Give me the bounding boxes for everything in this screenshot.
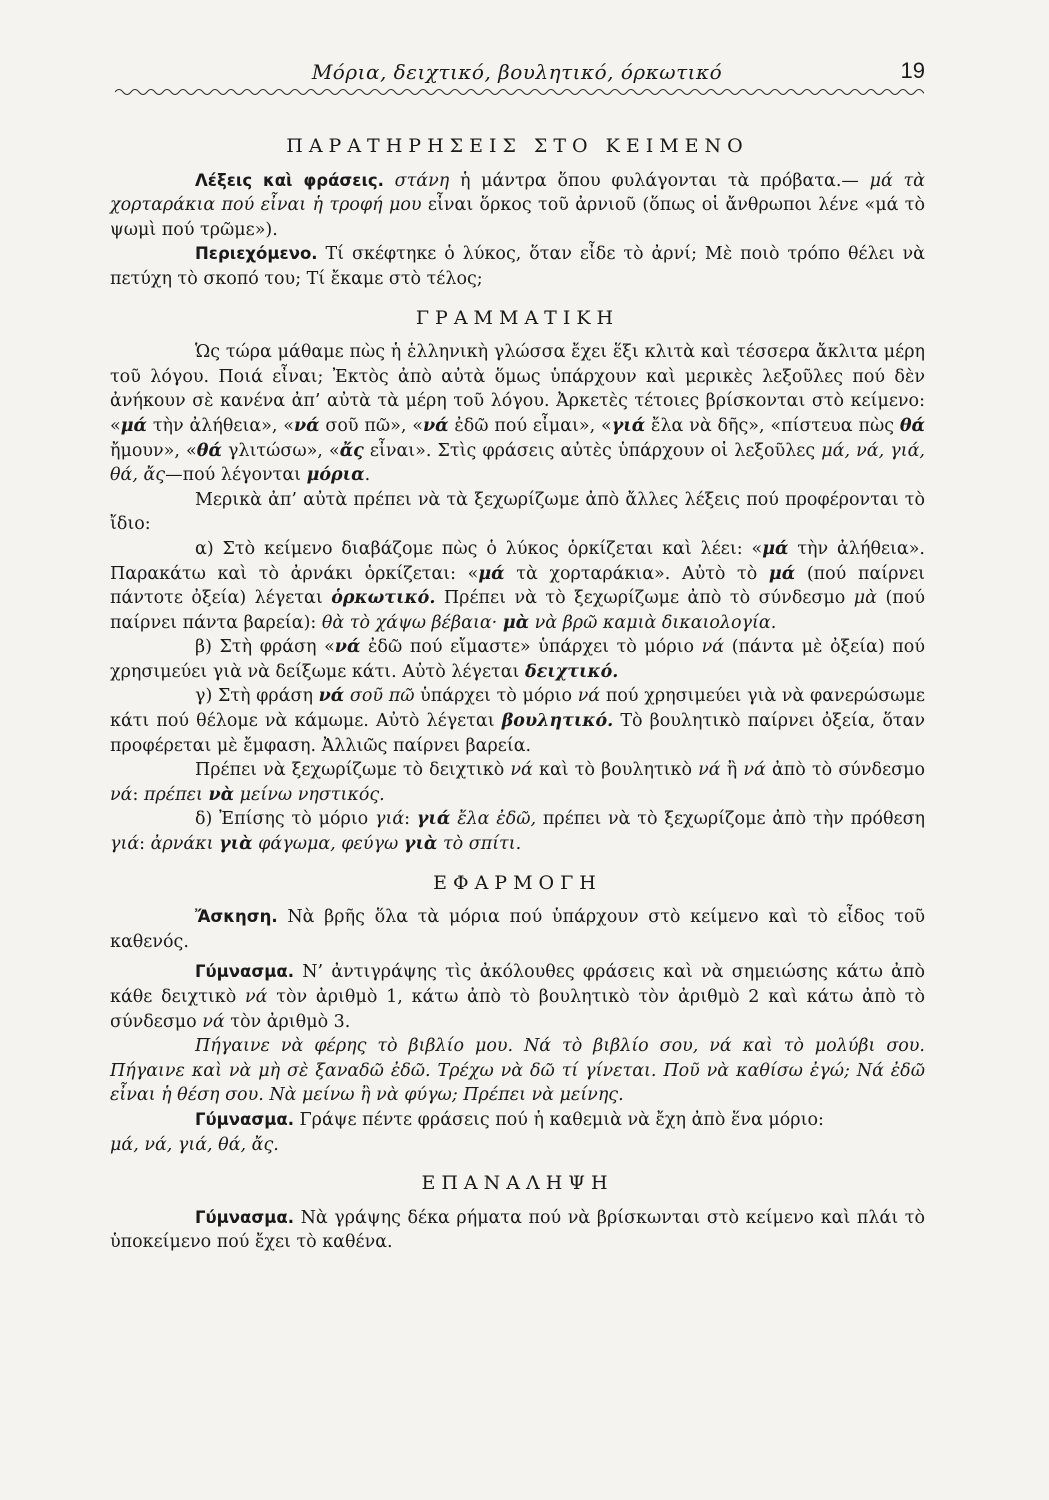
term: νά (245, 987, 268, 1007)
text-run: Γράψε πέντε φράσεις πού ἡ καθεμιὰ νὰ ἔχη ἀπὸ ἕνα μόριο: (293, 1109, 824, 1130)
particle: ἄς (339, 440, 364, 461)
text-run: ἀπὸ τὸ σύνδεσμο (765, 760, 925, 781)
text-run: εἶναι». Στὶς φράσεις αὐτὲς ὑπάρχουν οἱ λεξοῦλες (363, 440, 822, 461)
text-run: (πού παίρνει πάντα βαρεία): (110, 588, 925, 633)
term: νά (698, 760, 721, 781)
paragraph-distinguish: Μερικὰ ἀπ’ αὐτὰ πρέπει νὰ τὰ ξεχωρίζωμε ἀπὸ ἄλλες λέξεις πού προφέρονται τὸ ἴδιο: (110, 489, 925, 535)
term: γιά (375, 809, 405, 830)
label-words-phrases: Λέξεις καὶ φράσεις. (195, 170, 384, 190)
term: νά (743, 760, 766, 781)
particle: νά (422, 415, 449, 436)
example: ἀρνάκι (150, 834, 214, 855)
term: νά (577, 686, 601, 707)
text-run: ἔλα νὰ δῆς», «πίστευα πὼς (645, 415, 900, 436)
particle: μά (762, 538, 789, 559)
text-run: : (404, 809, 417, 830)
text-run: πρέπει νὰ τὸ ξεχωρίζομε ἀπὸ τὴν πρόθεση (536, 809, 925, 830)
paragraph-exercise-3 (110, 1108, 925, 1133)
particle: μὰ (502, 612, 530, 633)
paragraph-exercise-1 (110, 905, 925, 954)
running-head (115, 58, 925, 98)
term-moria: μόρια (306, 465, 365, 486)
text-run: : (139, 834, 151, 855)
paragraph-grammar-intro (110, 340, 925, 488)
text-run: Ν’ ἀντιγράψης τὶς ἀκόλουθες φράσεις καὶ νὰ σημειώσης κάτω ἀπὸ κάθε δειχτικὸ (110, 962, 925, 1007)
example: μείνω νηστικός. (239, 784, 385, 805)
paragraph-c (110, 684, 925, 758)
text-run: ἢ (720, 760, 744, 781)
particle: νά (334, 637, 361, 658)
paragraph-d (110, 758, 925, 807)
term: νά (701, 637, 725, 658)
text-run: δ) Ἐπίσης τὸ μόριο (195, 809, 375, 830)
term: μὰ (853, 588, 877, 609)
particle: μά (120, 415, 147, 436)
wavy-rule (115, 86, 924, 98)
particle: γιά (416, 809, 451, 830)
example: θὰ τὸ χάψω βέβαια· (321, 612, 498, 633)
particle-list: μά, νά, γιά, θά, ἄς (110, 440, 925, 486)
example: ἔλα ἐδῶ, (457, 809, 537, 830)
term: στάνη (394, 170, 450, 191)
text-run: —πού λέγονται (165, 465, 307, 486)
running-title: Μόρια, δειχτικό, βουλητικό, όρκωτικό (311, 60, 723, 84)
particle: μά (478, 563, 505, 584)
particle: νά (318, 686, 345, 707)
paragraph-words-phrases (110, 169, 925, 243)
example: πρέπει (143, 784, 203, 805)
quote: μά τὰ χορταράκια πού εἶναι ἡ τροφή μου (110, 170, 926, 216)
label-drill: Γύμνασμα. (195, 1109, 294, 1129)
label-exercise: Ἄσκηση. (195, 907, 278, 927)
particle: νά (293, 415, 320, 436)
text-run: ὑπάρχει τὸ μόριο (414, 686, 578, 707)
label-drill: Γύμνασμα. (195, 962, 294, 982)
particle: γιά (611, 415, 646, 436)
text-run: καὶ τὸ βουλητικὸ (532, 760, 699, 781)
particle: θά (196, 440, 222, 461)
text-run: . (364, 465, 371, 486)
example: σοῦ πῶ (349, 686, 415, 707)
text-run: Τί σκέφτηκε ὁ λύκος, ὅταν εἶδε τὸ ἀρνί; Μὲ ποιὸ τρόπο θέλει νὰ πετύχη τὸ σκοπό του; Τί ἔκαμε στὸ τέλος; (110, 244, 925, 289)
text-run: Πρέπει νὰ ξεχωρίζωμε τὸ δειχτικὸ (195, 760, 511, 781)
text-run: β) Στὴ φράση « (195, 637, 335, 658)
example: νὰ βρῶ καμιὰ δικαιολογία. (534, 612, 777, 633)
text-run: α) Στὸ κείμενο διαβάζομε πὼς ὁ λύκος ὁρκίζεται καὶ λέει: « (195, 538, 763, 559)
particle: θά (899, 415, 925, 436)
paragraph-example-sentences: Πήγαινε νὰ φέρης τὸ βιβλίο μου. Νά τὸ βιβλίο σου, νά καὶ τὸ μολύβι σου. Πήγαινε καὶ νὰ μὴ σὲ ξαναδῶ ἐδῶ. Τρέχω νὰ δῶ τί γίνεται. Ποῦ νὰ καθίσω ἐγώ; Νά ἐδῶ εἶναι ἡ θέση σου. Νὰ μείνω ἢ νὰ φύγω; Πρέπει νὰ μείνης. (110, 1036, 925, 1106)
heading-revision: ΕΠΑΝΑΛΗΨΗ (421, 1172, 614, 1195)
text-run: : (132, 784, 144, 805)
text-run: γλιτώσω», « (221, 440, 340, 461)
text-run: τὴν ἀλήθεια», « (147, 415, 294, 436)
paragraph-b (110, 635, 925, 684)
text-run: ἐδῶ πού εἶμαι», « (448, 415, 612, 436)
text-run: γ) Στὴ φράση (195, 686, 319, 707)
text-run: Νὰ βρῆς ὅλα τὰ μόρια πού ὑπάρχουν στὸ κείμενο καὶ τὸ εἶδος τοῦ καθενός. (110, 907, 925, 952)
term: νά (510, 760, 533, 781)
particle: μά (768, 563, 796, 584)
text-run: Τὸ βουλητικὸ παίρνει ὀξεία, ὅταν προφέρεται μὲ ἔμφαση. Ἀλλιῶς παίρνει βαρεία. (110, 711, 925, 756)
particle: γιὰ (219, 834, 253, 855)
term: νά (202, 1011, 225, 1032)
particle-list-line: μά, νά, γιά, θά, ἄς. (110, 1134, 279, 1155)
heading-application: ΕΦΑΡΜΟΓΗ (433, 871, 602, 894)
text-run: τὴν ἀλήθεια». Παρακάτω καὶ τὸ ἀρνάκι ὁρκίζεται: « (110, 538, 925, 584)
text-run: ἤμουν», « (110, 440, 197, 461)
example: τὸ σπίτι. (442, 834, 522, 855)
text-run: τὸν ἀριθμὸ 1, κάτω ἀπὸ τὸ βουλητικὸ τὸν ἀριθμὸ 2 καὶ κάτω ἀπὸ τὸ σύνδεσμο (110, 987, 925, 1032)
term: νά (110, 784, 133, 805)
paragraph-e (110, 807, 925, 856)
text-run: εἶναι ὅρκος τοῦ ἀρνιοῦ (ὅπως οἱ ἄνθρωποι λένε «μά τὸ ψωμὶ πού τρῶμε»). (110, 195, 925, 240)
text-run: σοῦ πῶ», « (319, 415, 423, 436)
paragraph-revision-exercise (110, 1206, 925, 1255)
label-content: Περιεχόμενο. (195, 244, 318, 264)
text-run: ἐδῶ πού εἴμαστε» ὑπάρχει τὸ μόριο (360, 637, 702, 658)
text-run: Ὡς τώρα μάθαμε πὼς ἡ ἑλληνικὴ γλώσσα ἔχει ἕξι κλιτὰ καὶ τέσσερα ἄκλιτα μέρη τοῦ λόγου. Ποιά εἶναι; Ἐκτὸς ἀπὸ αὐτὰ ὅμως ὑπάρχουν καὶ μερικὲς λεξοῦλες πού δὲν ἀνήκουν σὲ κανένα ἀπ’ αὐτὰ τὰ μέρη τοῦ λόγου. Ἀρκετὲς τέτοιες βρίσκονται στὸ κείμενο: « (110, 342, 925, 436)
text-run: ἡ μάντρα ὅπου φυλάγονται τὰ πρόβατα.— (449, 170, 870, 191)
text-run: (πού παίρνει πάντοτε ὀξεία) λέγεται (110, 563, 925, 609)
example: φάγωμα, φεύγω (258, 834, 399, 855)
heading-grammar: ΓΡΑΜΜΑΤΙΚΗ (415, 306, 620, 329)
paragraph-a (110, 537, 925, 635)
page-number: 19 (900, 58, 925, 83)
term-deixtiko: δειχτικό. (524, 661, 619, 682)
particle: γιὰ (403, 834, 438, 855)
text-run: Νὰ γράψης δέκα ρήματα πού νὰ βρίσκωνται στὸ κείμενο καὶ πλάι τὸ ὑποκείμενο πού ἔχει τὸ καθένα. (110, 1207, 925, 1253)
paragraph-exercise-2 (110, 960, 925, 1034)
text-block (110, 120, 925, 1255)
paragraph-content (110, 242, 925, 291)
text-run: Πρέπει νὰ τὸ ξεχωρίζωμε ἀπὸ τὸ σύνδεσμο (435, 588, 854, 609)
label-drill: Γύμνασμα. (195, 1207, 294, 1227)
term-orkotiko: ὁρκωτικό. (331, 588, 436, 609)
text-run: τὸν ἀριθμὸ 3. (224, 1011, 351, 1032)
term: γιά (110, 834, 140, 855)
term-vouletiko: βουλητικό. (501, 711, 614, 732)
text-run: τὰ χορταράκια». Αὐτὸ τὸ (504, 563, 769, 584)
heading-remarks: ΠΑΡΑΤΗΡΗΣΕΙΣ ΣΤΟ ΚΕΙΜΕΝΟ (286, 135, 749, 157)
particle: νὰ (208, 784, 235, 805)
text-run: πού χρησιμεύει γιὰ νὰ φανερώσωμε κάτι πού θέλομε νὰ κάμωμε. Αὐτὸ λέγεται (110, 686, 925, 732)
text-run: (πάντα μὲ ὀξεία) πού χρησιμεύει γιὰ νὰ δείξωμε κάτι. Αὐτὸ λέγεται (110, 637, 925, 682)
